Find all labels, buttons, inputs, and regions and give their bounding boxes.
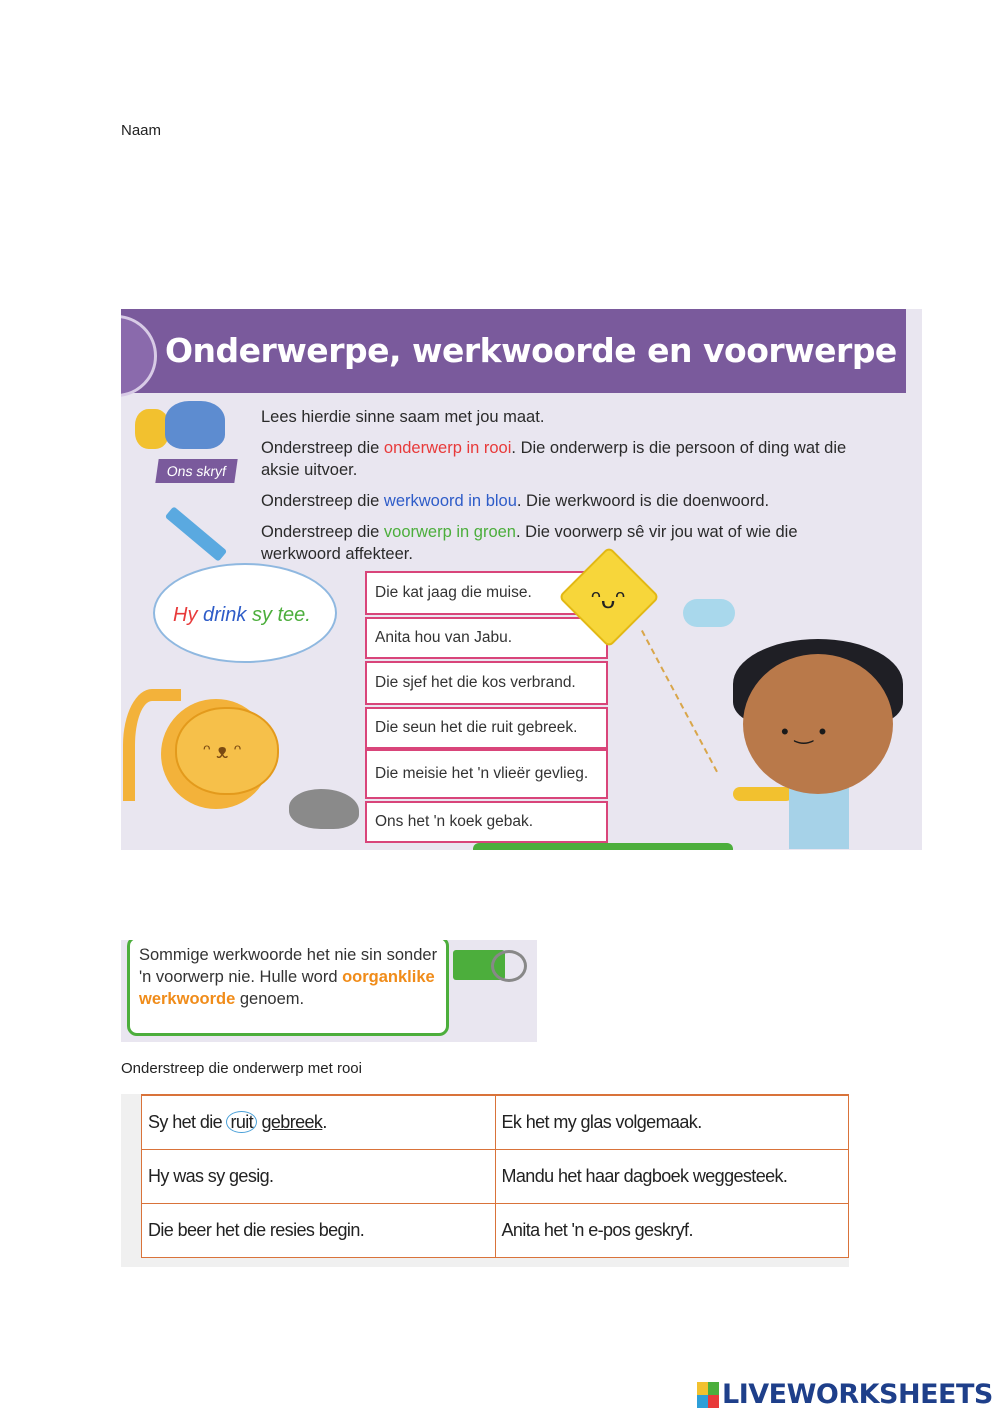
circled-word: ruit	[226, 1111, 257, 1133]
instruction-line-3	[261, 490, 881, 512]
instruction-text: Onderstreep die	[261, 439, 384, 457]
grammar-note	[121, 940, 537, 1042]
underlined-word: gebreek	[261, 1111, 323, 1132]
exercise-cell[interactable]: Anita het 'n e-pos geskryf.	[495, 1203, 849, 1257]
instruction-text: Onderstreep die	[261, 523, 384, 541]
instruction-line-4	[261, 521, 881, 565]
brand-name: LIVEWORKSHEETS	[722, 1379, 993, 1410]
instruction-line-2	[261, 437, 881, 481]
kite-face-icon: ᵔᴗᵔ	[591, 584, 626, 614]
banner-header	[121, 309, 906, 393]
exercise-cell[interactable]: Die beer het die resies begin.	[142, 1203, 496, 1257]
instruction-text: . Die werkwoord is die doenwoord.	[516, 492, 770, 510]
girl-face-icon: • ‿ •	[781, 719, 827, 744]
binder-clip-wire	[491, 950, 527, 982]
list-item: Die sjef het die kos verbrand.	[365, 661, 608, 705]
note-text	[139, 944, 449, 1010]
list-item: Ons het 'n koek gebak.	[365, 801, 608, 843]
pencil-icon	[165, 506, 228, 562]
liveworksheets-logo	[697, 1379, 993, 1410]
mouse-illustration	[289, 789, 359, 829]
example-object: sy tee.	[251, 604, 311, 626]
logo-mark-icon	[697, 1382, 719, 1408]
list-item: Die kat jaag die muise.	[365, 571, 608, 615]
list-item: Die seun het die ruit gebreek.	[365, 707, 608, 749]
exercise-cell[interactable]: Mandu het haar dagboek weggesteek.	[495, 1149, 849, 1203]
subject-color-key: onderwerp in rooi	[383, 439, 512, 457]
list-item: Die meisie het 'n vlieër gevlieg.	[365, 749, 608, 799]
instruction-line-1	[261, 406, 881, 428]
note-text-part: Sommige werkwoorde het nie sin sonder 'n voorwerp nie. Hulle word	[139, 946, 438, 986]
sentence-part: .	[322, 1111, 327, 1132]
elephant-illustration	[165, 401, 225, 449]
sentence-part: Sy het die	[148, 1111, 227, 1132]
ons-skryf-tag: Ons skryf	[155, 459, 237, 483]
girl-arm	[733, 787, 793, 801]
note-highlight: oorganklike werkwoorde	[139, 968, 435, 1008]
small-cloud-illustration	[683, 599, 735, 627]
table-row	[142, 1203, 849, 1257]
instruction-text: Lees hierdie sinne saam met jou maat.	[261, 408, 545, 426]
cat-face-icon: ᵔ ᴥ ᵔ	[203, 741, 242, 763]
instruction-text: Onderstreep die	[261, 492, 384, 510]
exercise-cell[interactable]	[142, 1095, 496, 1149]
verb-color-key: werkwoord in blou	[383, 492, 517, 510]
name-label: Naam	[121, 122, 162, 139]
exercise-table	[121, 1094, 849, 1267]
instruction-text: . Die onderwerp is die persoon of ding wat die aksie uitvoer.	[261, 439, 847, 479]
header-circle-decoration	[121, 315, 157, 397]
table-row	[142, 1095, 849, 1149]
example-verb: drink	[203, 604, 247, 626]
object-color-key: voorwerp in groen	[383, 523, 516, 541]
example-subject: Hy	[173, 604, 198, 626]
cloud-example-sentence	[173, 604, 311, 627]
instruction-text: . Die voorwerp sê vir jou wat of wie die werkwoord affekteer.	[261, 523, 798, 563]
green-bar-decoration	[473, 843, 733, 850]
list-item: Anita hou van Jabu.	[365, 617, 608, 659]
note-text-part: genoem.	[235, 990, 305, 1008]
tiger-illustration	[135, 409, 169, 449]
exercise-instruction: Onderstreep die onderwerp met rooi	[121, 1060, 362, 1077]
lesson-banner	[121, 309, 922, 850]
banner-title: Onderwerpe, werkwoorde en voorwerpe	[165, 331, 897, 370]
exercise-cell[interactable]: Ek het my glas volgemaak.	[495, 1095, 849, 1149]
exercise-cell[interactable]: Hy was sy gesig.	[142, 1149, 496, 1203]
table-row	[142, 1149, 849, 1203]
